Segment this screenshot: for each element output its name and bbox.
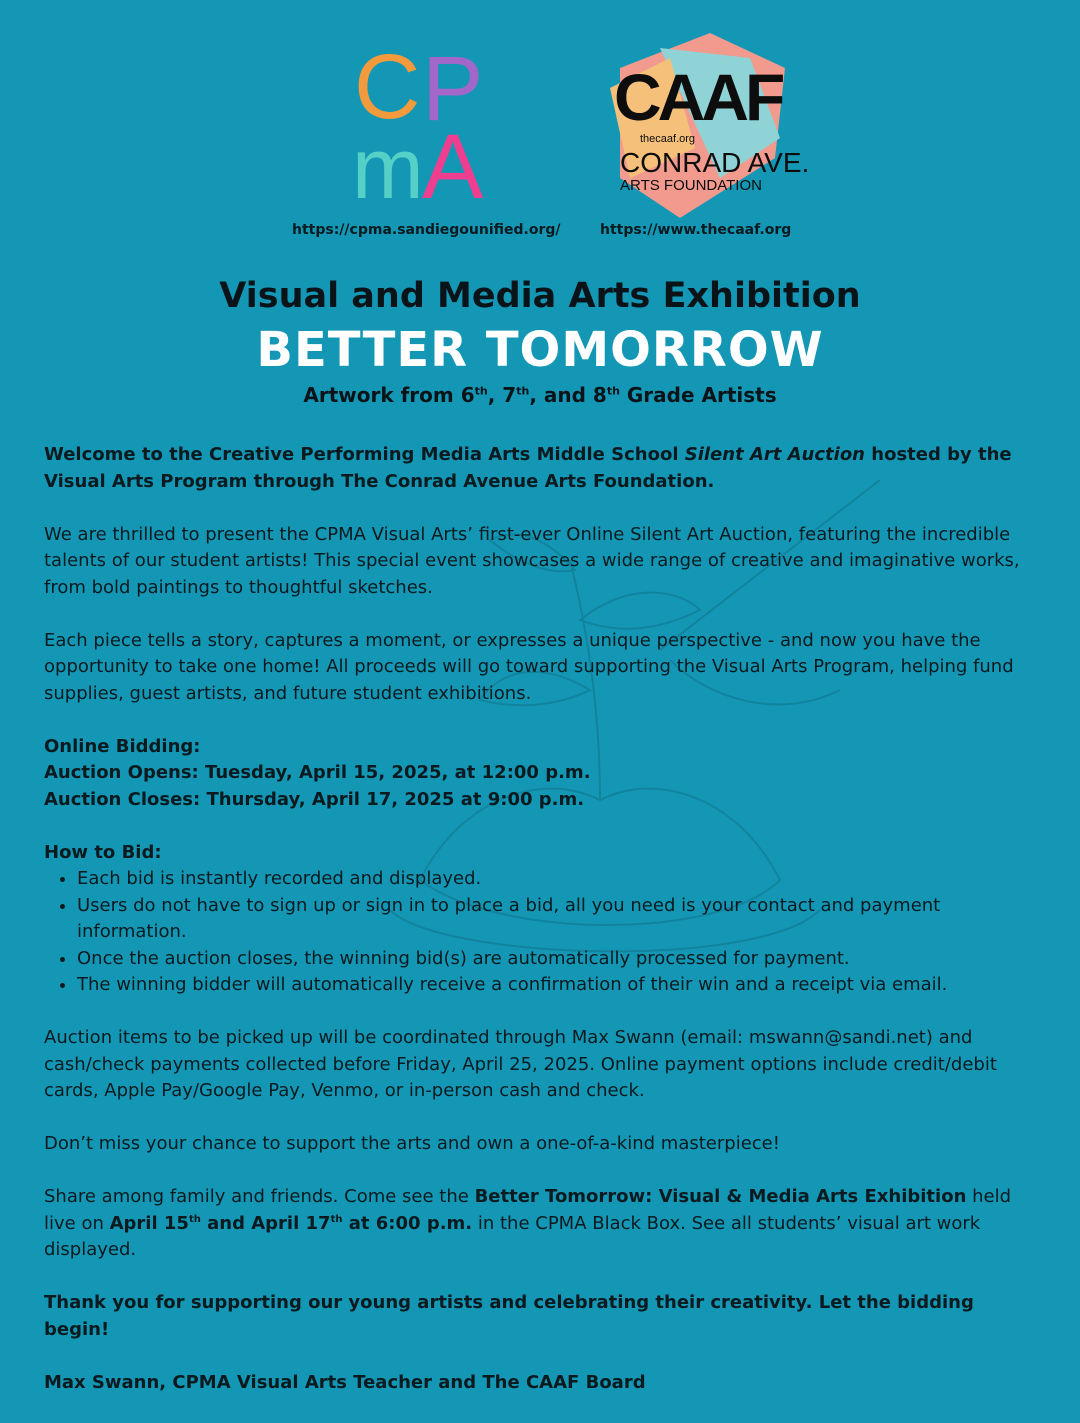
auction-opens: Auction Opens: Tuesday, April 15, 2025, at 12:00 p.m. [44, 762, 591, 783]
cpma-url-link[interactable]: https://cpma.sandiegounified.org/ [292, 222, 561, 238]
share-paragraph: Share among family and friends. Come see the Better Tomorrow: Visual & Media Arts Exhibition held live on April 15th and April 17th at 6:00 p.m. in the CPMA Black Box. See all students’ visual art work displayed. [44, 1186, 1012, 1260]
list-item: • Users do not have to sign up or sign in to place a bid, all you need is your contact and payment information. [77, 893, 1034, 946]
exhibition-subtitle: Artwork from 6th, 7th, and 8th Grade Artists [303, 383, 777, 407]
intro-paragraph: We are thrilled to present the CPMA Visual Arts’ first-ever Online Silent Art Auction, featuring the incredible talents of our student artists! This special event showcases a wide range of creative and imaginative works, from bold paintings to thoughtful sketches. [44, 523, 1020, 598]
proceeds-paragraph: Each piece tells a story, captures a moment, or expresses a unique perspective - and now you have the opportunity to take one home! All proceeds will go toward supporting the Visual Arts Program, helping fund supplies, guest artists, and future student exhibitions. [44, 629, 1014, 704]
bidding-dates [44, 734, 1034, 814]
cpma-logo-letter: P [422, 38, 484, 140]
cpma-logo-letter: A [422, 116, 484, 218]
how-to-bid-list [44, 866, 1034, 999]
bidding-heading: Online Bidding: [44, 735, 201, 757]
list-item: • Each bid is instantly recorded and displayed. [77, 866, 1034, 893]
caaf-logo [600, 28, 810, 228]
how-to-bid-heading: How to Bid: [44, 841, 162, 863]
signature: Max Swann, CPMA Visual Arts Teacher and The CAAF Board [44, 1371, 646, 1393]
caaf-site: thecaaf.org [640, 133, 696, 145]
caaf-line2: ARTS FOUNDATION [620, 177, 762, 194]
caaf-url-link[interactable]: https://www.thecaaf.org [600, 222, 792, 238]
logo-row [0, 28, 1080, 228]
list-item: • Once the auction closes, the winning bid(s) are automatically processed for payment. [77, 946, 1034, 973]
exhibition-title: Visual and Media Arts Exhibition [219, 276, 861, 316]
thanks-paragraph: Thank you for supporting our young artists and celebrating their creativity. Let the bidding begin! [44, 1292, 974, 1340]
caaf-line1: CONRAD AVE. [620, 147, 810, 178]
cpma-logo-letter: m [352, 121, 424, 217]
body-content [44, 442, 1034, 1423]
list-item: • The winning bidder will automatically receive a confirmation of their win and a receipt via email. [77, 972, 1034, 999]
dont-miss-paragraph: Don’t miss your chance to support the arts and own a one-of-a-kind masterpiece! [44, 1133, 780, 1154]
caaf-logo-text: CAAF [614, 60, 782, 134]
auction-closes: Auction Closes: Thursday, April 17, 2025 at 9:00 p.m. [44, 788, 585, 810]
exhibition-headline: BETTER TOMORROW [256, 322, 824, 378]
cpma-logo-letter: C [354, 36, 421, 138]
cpma-logo [352, 36, 502, 218]
pickup-paragraph: Auction items to be picked up will be coordinated through Max Swann (email: mswann@sandi.net) and cash/check payments collected before Friday, April 25, 2025. Online payment options include credit/debit cards, Apple Pay/Google Pay, Venmo, or in-person cash and check. [44, 1027, 997, 1101]
welcome-paragraph: Welcome to the Creative Performing Media Arts Middle School Silent Art Auction hosted by the Visual Arts Program through The Conrad Avenue Arts Foundation. [44, 444, 1012, 492]
